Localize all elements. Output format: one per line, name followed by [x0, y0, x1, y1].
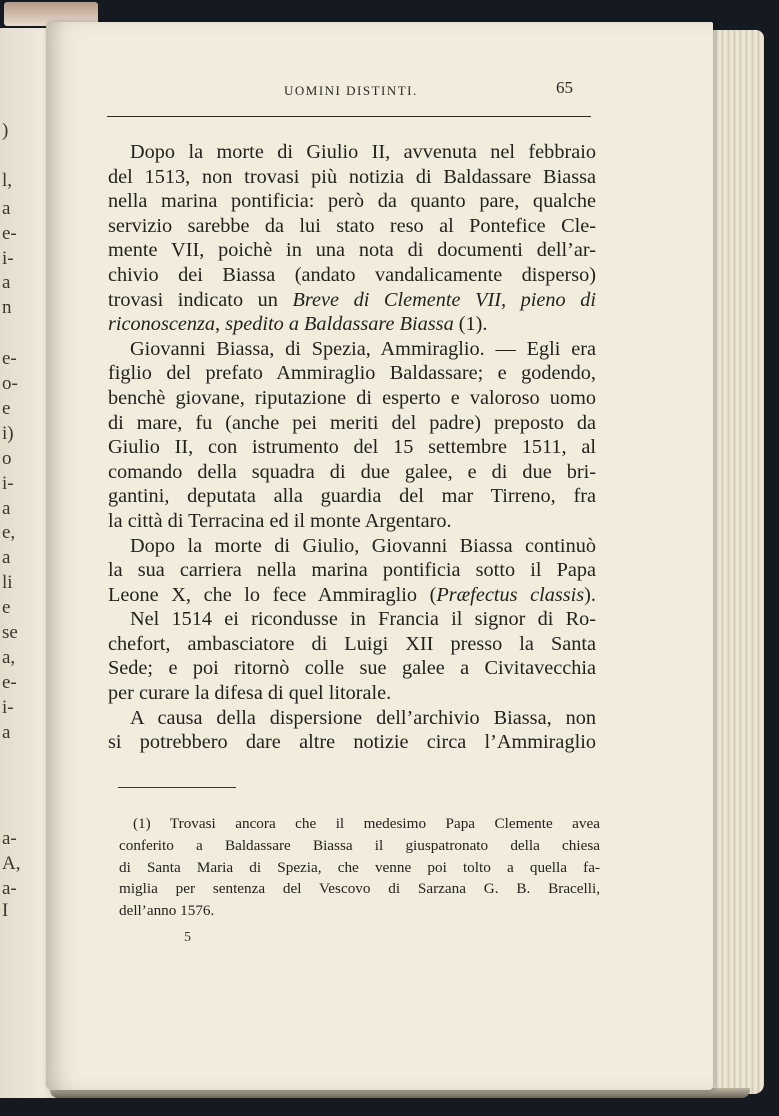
text-line: servizio sarebbe da lui stato reso al Pontefice Cle- [108, 214, 596, 237]
left-page-fragment: i- [2, 473, 14, 494]
text-line: Dopo la morte di Giulio, Giovanni Biassa continuò [130, 534, 596, 557]
paragraph [108, 534, 596, 608]
text-line: gantini, deputata alla guardia del mar Tirreno, fra [108, 485, 596, 508]
paragraph [108, 607, 596, 705]
text-line: del 1513, non trovasi più notizia di Baldassare Biassa [108, 165, 596, 188]
text-line: Nel 1514 ei ricondusse in Francia il signor di Ro- [130, 608, 596, 631]
left-page-fragment: o- [2, 373, 18, 394]
italic-latin: Præfectus classis [436, 583, 585, 606]
text-fragment: trovasi indicato un [108, 288, 293, 311]
text-line: A causa della dispersione dell’archivio Biassa, non [130, 706, 596, 729]
left-page-fragment: A, [2, 853, 21, 874]
left-page-fragment: i) [2, 423, 14, 444]
left-page-fragment: o [2, 448, 12, 469]
left-page-fragment: a [2, 722, 11, 743]
text-line: si potrebbero dare altre notizie circa l’Ammiraglio [108, 731, 596, 754]
text-line: comando della squadra di due galee, e di due bri- [108, 460, 596, 483]
italic-citation: spedito a Baldassare Biassa [225, 313, 454, 336]
text-line [108, 583, 596, 608]
text-line: benchè giovane, riputazione di esperto e valoroso uomo [108, 386, 596, 409]
text-line: di mare, fu (anche pei meriti del padre) preposto da [108, 411, 596, 434]
italic-citation: Breve di Clemente VII, pieno di [292, 288, 596, 311]
footnote-line: conferito a Baldassare Biassa il giuspatronato della chiesa [119, 836, 600, 854]
footnote-line: dell’anno 1576. [119, 902, 215, 920]
paragraph [108, 140, 596, 337]
footnote-line: di Santa Maria di Spezia, che venne poi tolto a quella fa- [119, 858, 600, 876]
body-text [108, 140, 596, 755]
footnote-ref: (1). [453, 313, 488, 336]
left-page-fragment: a [2, 198, 11, 219]
left-page-fragment: n [2, 297, 12, 318]
text-line: chefort, ambasciatore di Luigi XII presso la Santa [108, 632, 596, 655]
text-line: mente VII, poichè in una nota di documenti dell’ar- [108, 239, 596, 262]
left-page-fragment: a- [2, 878, 17, 899]
left-page-fragment: a [2, 272, 11, 293]
paragraph [108, 706, 596, 755]
left-page-fragment: ) [2, 120, 9, 141]
text-line: la sua carriera nella marina pontificia sotto il Papa [108, 559, 596, 582]
left-page-fragment: a [2, 498, 11, 519]
text-line: la città di Terracina ed il monte Argentaro. [108, 509, 452, 532]
left-page-fragment: se [2, 622, 18, 643]
left-page-fragment: i- [2, 697, 14, 718]
left-page-fragment: l, [2, 170, 13, 191]
header-rule [107, 116, 591, 117]
text-line [108, 312, 596, 337]
footnote-line: miglia per sentenza del Vescovo di Sarzana G. B. Bracelli, [119, 880, 600, 898]
text-line: Giovanni Biassa, di Spezia, Ammiraglio. — Egli era [130, 337, 596, 360]
text-line: Giulio II, con istrumento del 15 settembre 1511, al [108, 436, 596, 459]
text-line: per curare la difesa di quel litorale. [108, 682, 392, 705]
left-page-fragment: e- [2, 672, 17, 693]
left-page-fragment: li [2, 572, 13, 593]
left-page-fragment: e [2, 398, 11, 419]
paragraph [108, 337, 596, 534]
left-page-fragment: a- [2, 828, 17, 849]
left-page-fragment: I [2, 900, 9, 921]
text-line [108, 288, 596, 313]
signature-mark: 5 [184, 930, 191, 945]
page-number: 65 [556, 78, 573, 97]
text-line: figlio del prefato Ammiraglio Baldassare; e godendo, [108, 362, 596, 385]
left-page-fragment: a, [2, 647, 16, 668]
text-fragment: Leone X, che lo fece Ammiraglio ( [108, 583, 437, 606]
left-page-fragment: e [2, 597, 11, 618]
footnote [119, 813, 600, 922]
text-line: Sede; e poi ritornò colle sue galee a Civitavecchia [108, 657, 596, 680]
text-line: chivio dei Biassa (andato vandalicamente disperso) [108, 263, 596, 286]
left-page-fragment: a [2, 547, 11, 568]
text-fragment: , [215, 313, 226, 336]
running-head: UOMINI DISTINTI. [284, 83, 418, 98]
footnote-rule [118, 787, 236, 788]
italic-citation: riconoscenza [108, 313, 216, 336]
left-page-fragment: i- [2, 248, 14, 269]
text-line: Dopo la morte di Giulio II, avvenuta nel febbraio [130, 141, 596, 163]
footnote-line: (1) Trovasi ancora che il medesimo Papa Clemente avea [133, 815, 600, 832]
text-fragment: ). [584, 583, 596, 606]
text-line: nella marina pontificia: però da quanto pare, qualche [108, 190, 596, 213]
left-page-fragment: e- [2, 348, 17, 369]
left-page-fragment: e- [2, 223, 17, 244]
left-page-fragment: e, [2, 522, 16, 543]
